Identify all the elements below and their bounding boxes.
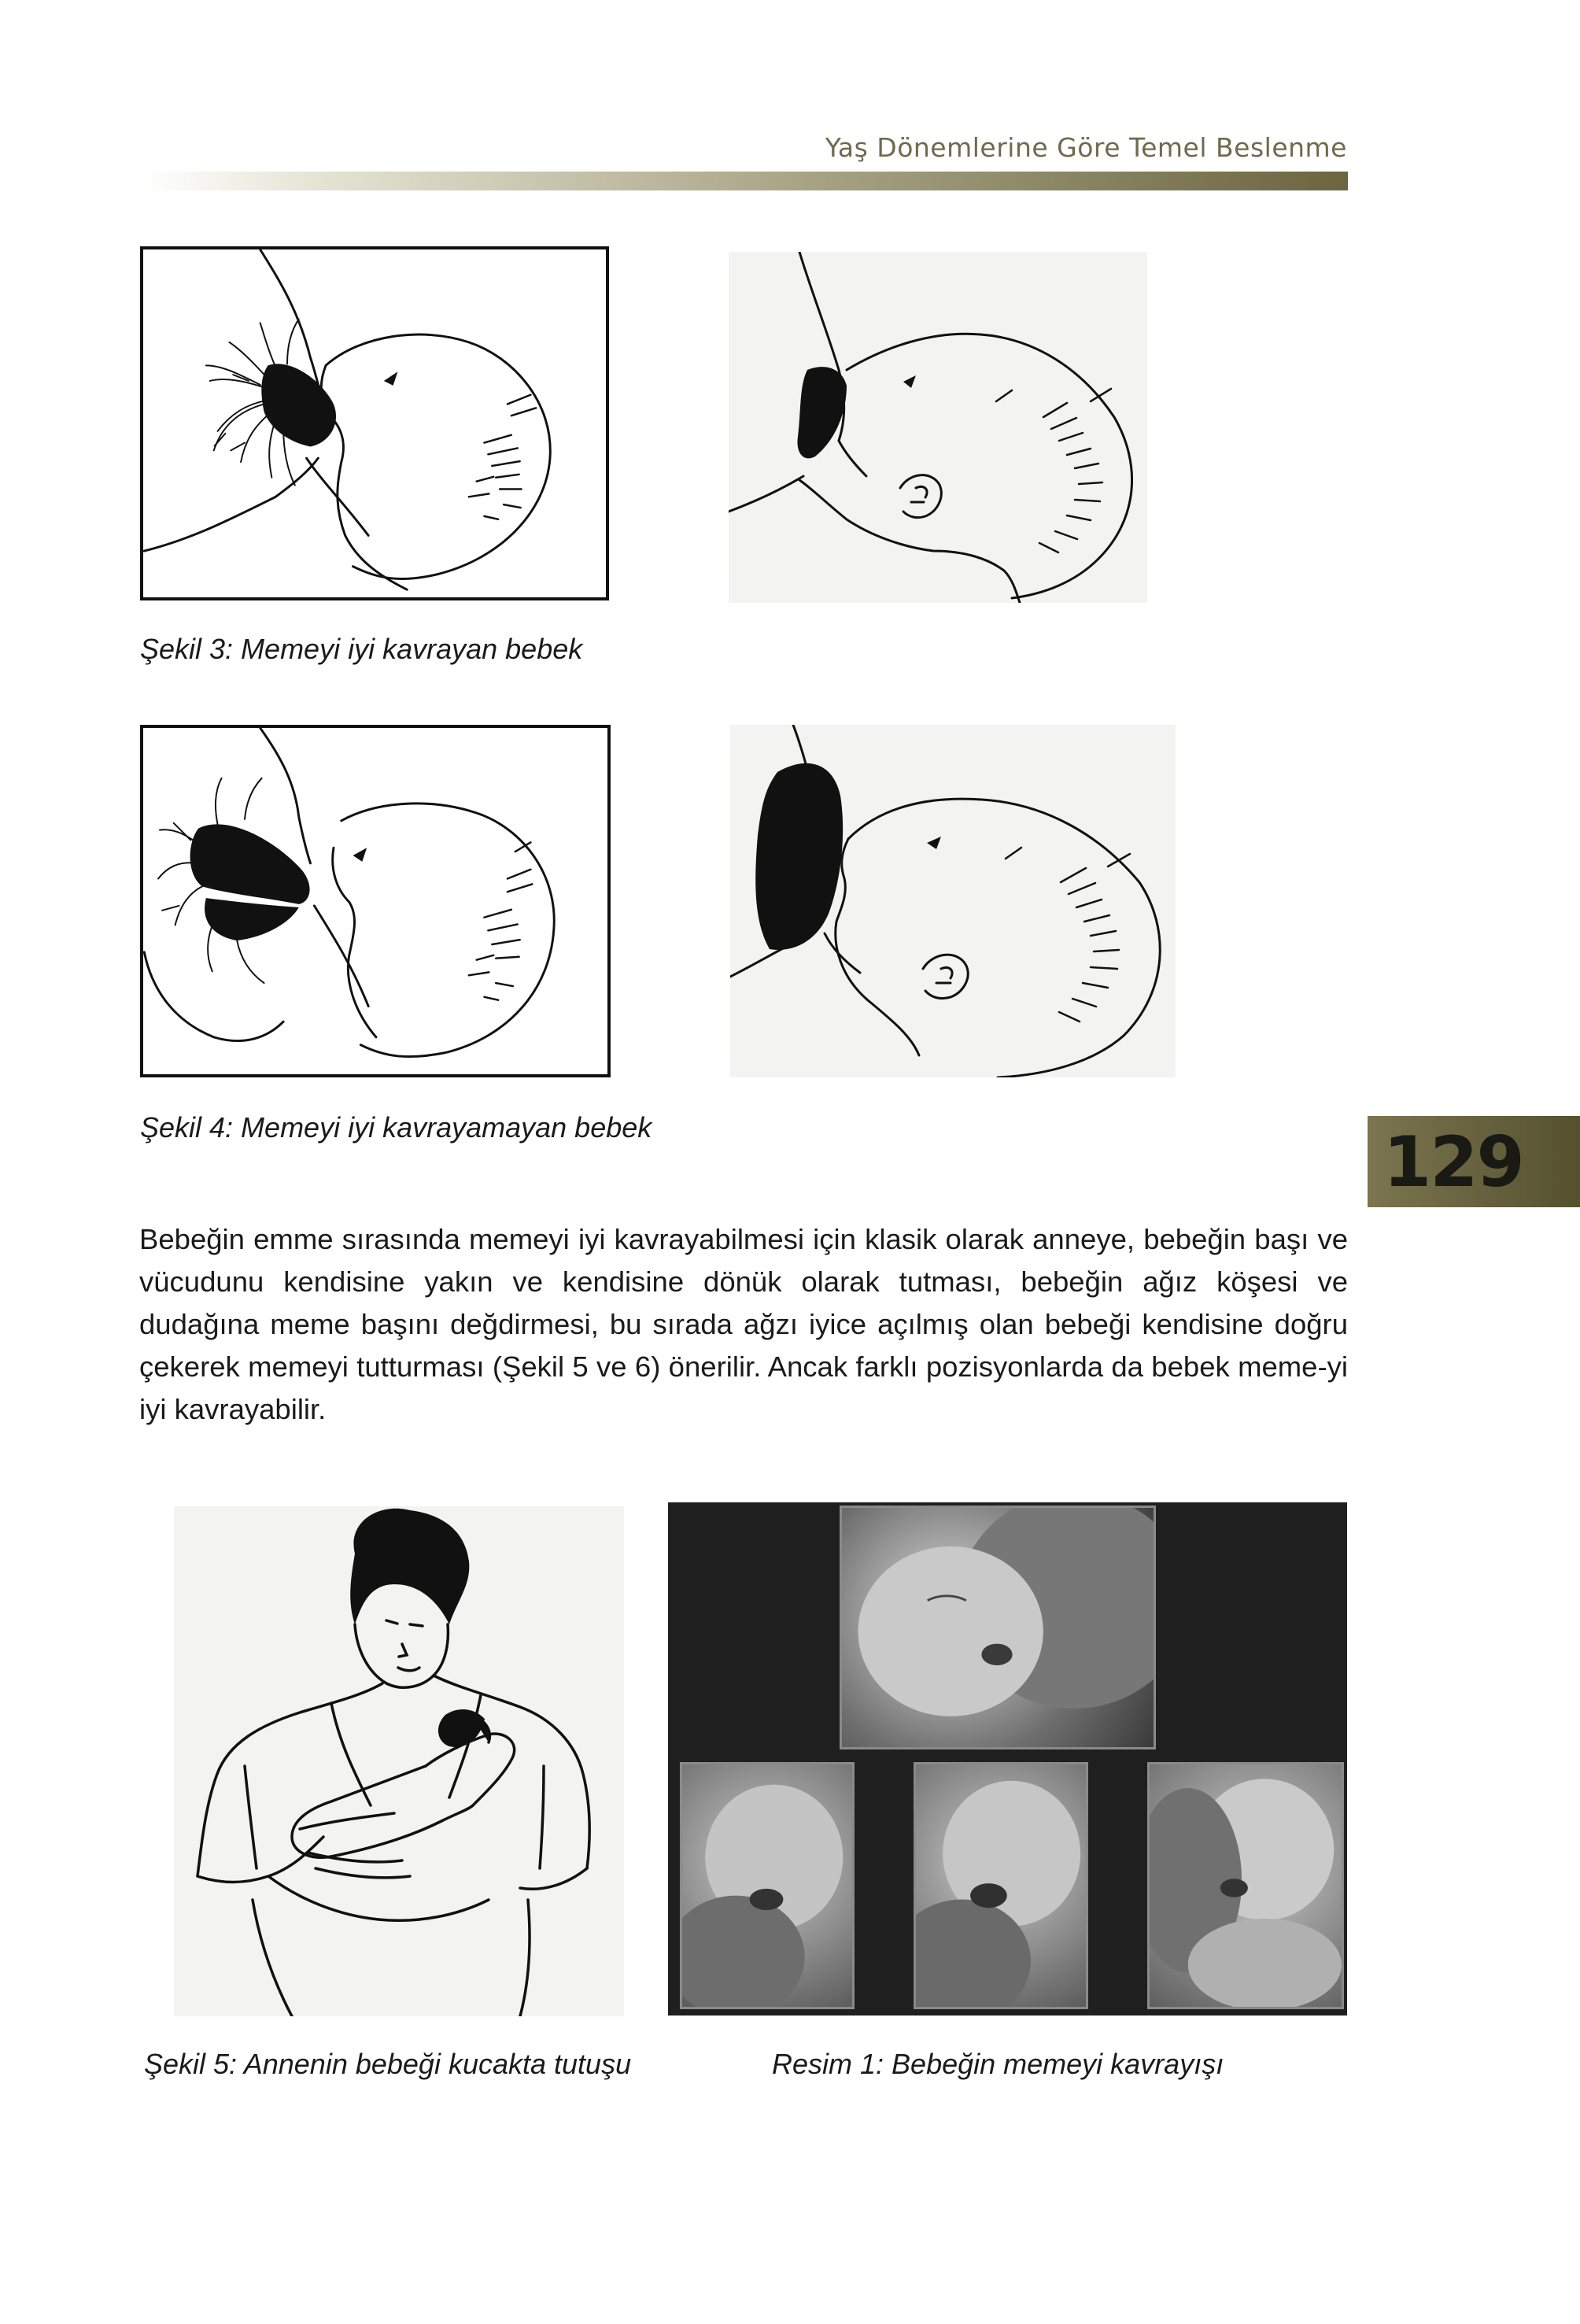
running-title: Yaş Dönemlerine Göre Temel Beslenme (825, 132, 1347, 163)
figure-3-cross-section (140, 246, 609, 600)
header-rule (142, 172, 1348, 190)
photo-bottom-middle (914, 1762, 1088, 2009)
photo-1-panel (668, 1502, 1347, 2015)
figure-4-cross-section (140, 725, 611, 1077)
figure-3-caption: Şekil 3: Memeyi iyi kavrayan bebek (140, 633, 583, 665)
figure-4-caption: Şekil 4: Memeyi iyi kavrayamayan bebek (140, 1111, 652, 1144)
photo-bottom-right (1147, 1762, 1344, 2009)
photo-top (840, 1506, 1156, 1749)
body-paragraph: Bebeğin emme sırasında memeyi iyi kavrayabilmesi için klasik olarak anneye, bebeğin başı ve vücudunu kendisine yakın ve kendisine dönük olarak tutması, bebeğin ağız köşesi ve dudağına meme başını değdirmesi, bu sırada ağzı iyice açılmış olan bebeği kendisine doğru çekerek memeyi tutturması (Şekil 5 ve 6) önerilir. Ancak farklı pozisyonlarda da bebek meme-yi iyi kavrayabilir. (139, 1223, 1348, 1425)
figure-5-caption: Şekil 5: Annenin bebeği kucakta tutuşu (144, 2048, 632, 2080)
photo-1-caption: Resim 1: Bebeğin memeyi kavrayışı (772, 2048, 1224, 2080)
photo-bottom-left (680, 1762, 855, 2009)
figure-5-mother-holding-baby (174, 1506, 624, 2016)
figure-4-external-view (730, 725, 1176, 1077)
page-number: 129 (1383, 1121, 1523, 1203)
figure-3-external-view (729, 252, 1147, 603)
